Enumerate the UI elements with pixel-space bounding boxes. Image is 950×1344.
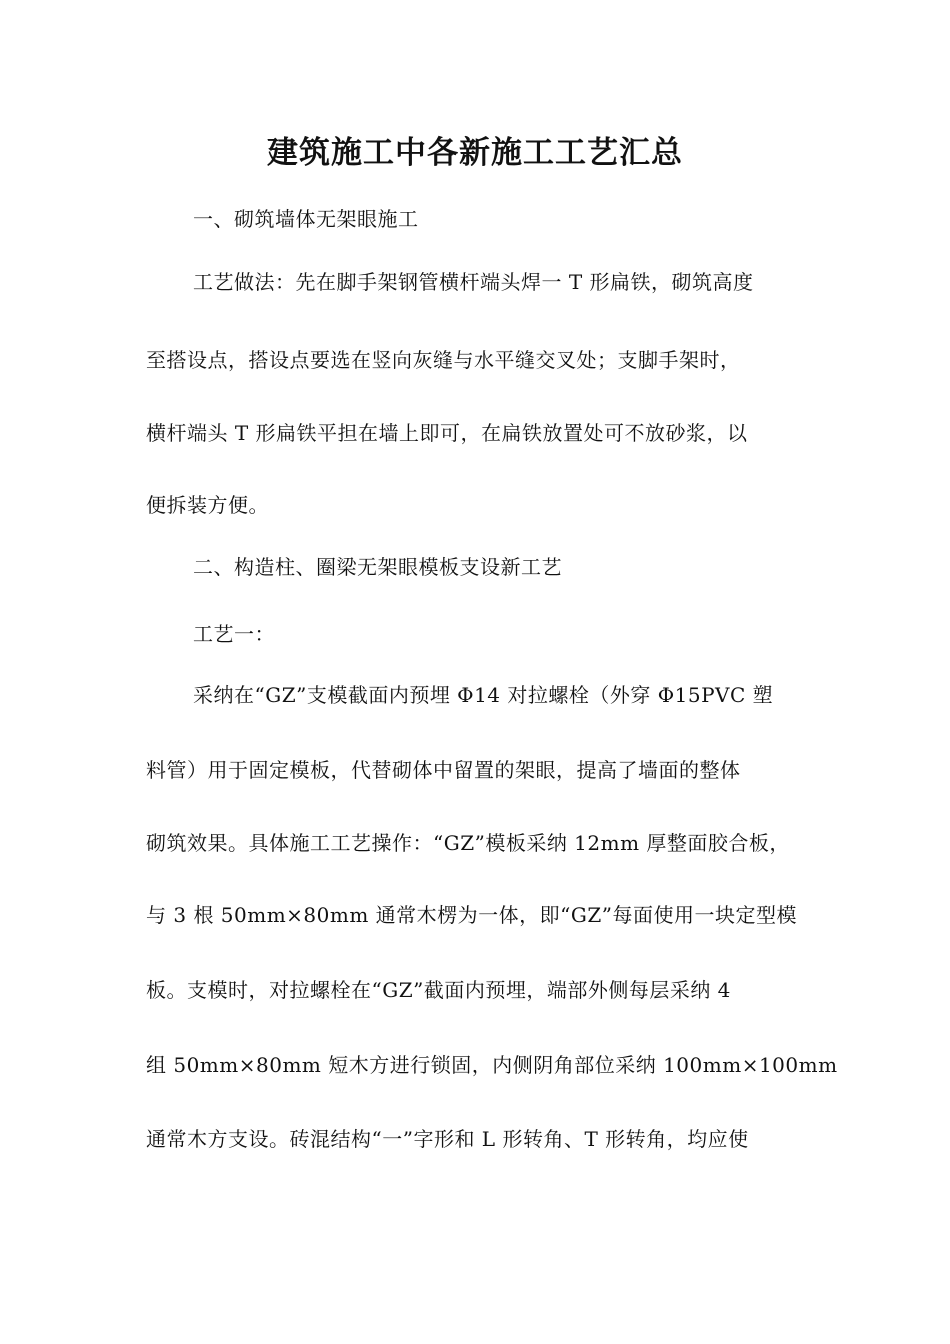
paragraph-line: 采纳在“GZ”支模截面内预埋 Φ14 对拉螺栓（外穿 Φ15PVC 塑 [193, 683, 774, 707]
subsection-heading: 工艺一： [193, 622, 275, 646]
paragraph-line: 组 50mm×80mm 短木方进行锁固，内侧阴角部位采纳 100mm×100mm [146, 1053, 838, 1077]
paragraph-line: 横杆端头 T 形扁铁平担在墙上即可，在扁铁放置处可不放砂浆，以 [146, 421, 748, 445]
paragraph-line: 料管）用于固定模板，代替砌体中留置的架眼，提高了墙面的整体 [146, 758, 741, 782]
paragraph-line: 便拆装方便。 [146, 493, 269, 517]
paragraph-line: 通常木方支设。砖混结构“一”字形和 L 形转角、T 形转角，均应使 [146, 1127, 749, 1151]
paragraph-line: 板。支模时，对拉螺栓在“GZ”截面内预埋，端部外侧每层采纳 4 [146, 978, 731, 1002]
paragraph-line: 与 3 根 50mm×80mm 通常木楞为一体，即“GZ”每面使用一块定型模 [146, 903, 797, 927]
document-title: 建筑施工中各新施工工艺汇总 [267, 135, 683, 171]
paragraph-line: 砌筑效果。具体施工工艺操作：“GZ”模板采纳 12mm 厚整面胶合板， [146, 831, 790, 855]
section-heading-1: 一、砌筑墙体无架眼施工 [193, 207, 419, 231]
paragraph-line: 至搭设点，搭设点要选在竖向灰缝与水平缝交叉处；支脚手架时， [146, 348, 741, 372]
section-heading-2: 二、构造柱、圈梁无架眼模板支设新工艺 [193, 555, 562, 579]
paragraph-line: 工艺做法：先在脚手架钢管横杆端头焊一 T 形扁铁，砌筑高度 [193, 270, 754, 294]
